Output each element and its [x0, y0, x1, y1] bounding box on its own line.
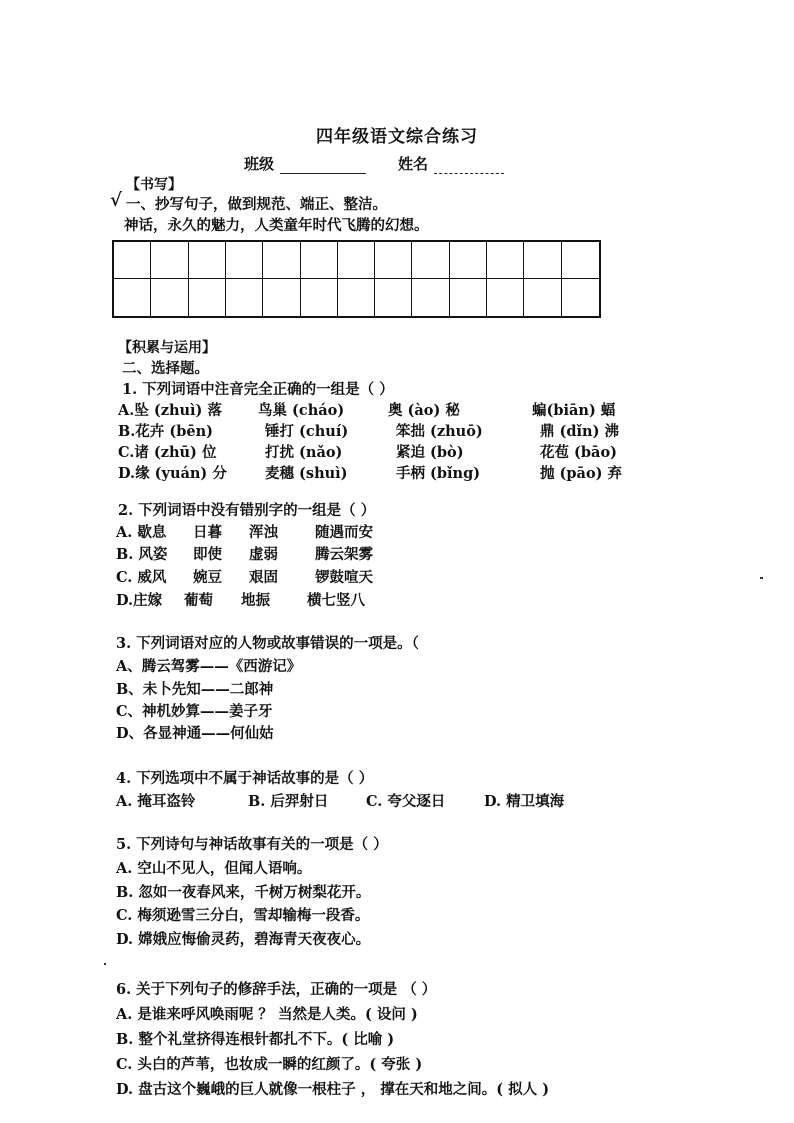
q6-option-c: C. 头白的芦苇，也妆成一瞬的红颜了。( 夸张 ): [116, 1056, 423, 1073]
writing-grid: [112, 240, 601, 318]
grid-cell[interactable]: [412, 279, 449, 316]
grid-cell[interactable]: [263, 279, 300, 316]
scan-speck: [760, 577, 763, 579]
q1-c-1: C.诸 (zhū) 位: [118, 444, 217, 461]
writing-instruction: 一、抄写句子，做到规范、端正、整洁。: [126, 196, 387, 213]
grid-cell[interactable]: [412, 242, 449, 279]
grid-cell[interactable]: [151, 279, 188, 316]
q3-option-b: B、未卜先知——二郎神: [116, 681, 274, 698]
page-title: 四年级语文综合练习: [316, 127, 478, 147]
grid-cell[interactable]: [226, 242, 263, 279]
grid-cell[interactable]: [450, 242, 487, 279]
q1-c-2: 打扰 (nǎo): [265, 444, 343, 461]
class-label: 班级: [244, 155, 275, 173]
q1-c-4: 花苞 (bāo): [540, 444, 617, 461]
grid-cell[interactable]: [487, 279, 524, 316]
q1-b-1: B.花卉 (bēn): [118, 423, 213, 440]
q3-option-d: D、各显神通——何仙姑: [116, 725, 274, 742]
name-blank: [434, 159, 504, 174]
q5-option-a: A. 空山不见人，但闻人语响。: [116, 860, 312, 877]
q2-d-3: 地振: [241, 592, 270, 609]
q4-option-a: A. 掩耳盗铃: [116, 793, 196, 810]
grid-cell[interactable]: [562, 279, 599, 316]
q2-c-4: 锣鼓喧天: [315, 569, 373, 586]
q2-b-2: 即使: [193, 546, 222, 563]
grid-cell[interactable]: [114, 242, 151, 279]
q2-a-3: 浑浊: [249, 524, 278, 541]
q1-d-1: D.缘 (yuán) 分: [118, 465, 227, 482]
question-5-stem: 5. 下列诗句与神话故事有关的一项是（ ）: [116, 836, 388, 853]
q6-option-b: B. 整个礼堂挤得连根针都扎不下。( 比喻 ): [116, 1031, 395, 1048]
grid-cell[interactable]: [338, 242, 375, 279]
q2-b-3: 虚弱: [249, 546, 278, 563]
q1-b-2: 锤打 (chuí): [265, 423, 349, 440]
q1-a-3: 奥 (ào) 秘: [388, 402, 460, 419]
q1-b-3: 笨拙 (zhuō): [396, 423, 483, 440]
q1-c-3: 紧迫 (bò): [396, 444, 464, 461]
part-two-heading: 二、选择题。: [122, 360, 209, 377]
copy-sentence: 神话，永久的魅力，人类童年时代飞腾的幻想。: [124, 217, 429, 234]
grid-cell[interactable]: [338, 279, 375, 316]
grid-cell[interactable]: [151, 242, 188, 279]
grid-cell[interactable]: [450, 279, 487, 316]
q2-d-4: 横七竖八: [307, 592, 365, 609]
q3-option-a: A、腾云驾雾——《西游记》: [116, 658, 302, 675]
q2-d-1: D.庄嫁: [116, 592, 163, 609]
q5-option-c: C. 梅须逊雪三分白，雪却输梅一段香。: [116, 907, 370, 924]
grid-cell[interactable]: [189, 279, 226, 316]
grid-cell[interactable]: [524, 242, 561, 279]
q1-d-3: 手柄 (bǐng): [396, 465, 481, 482]
grid-cell[interactable]: [487, 242, 524, 279]
q2-c-2: 婉豆: [193, 569, 222, 586]
q2-d-2: 葡萄: [184, 592, 213, 609]
q2-b-4: 腾云架雾: [315, 546, 373, 563]
student-info-line: [244, 153, 504, 174]
grid-cell[interactable]: [301, 279, 338, 316]
grid-cell[interactable]: [375, 279, 412, 316]
q5-option-b: B. 忽如一夜春风来，千树万树梨花开。: [116, 884, 371, 901]
grid-cell[interactable]: [189, 242, 226, 279]
grid-cell[interactable]: [375, 242, 412, 279]
q2-b-1: B. 风姿: [116, 546, 168, 563]
grid-cell[interactable]: [524, 279, 561, 316]
scan-speck: [104, 963, 106, 965]
grid-cell[interactable]: [226, 279, 263, 316]
q1-a-1: A.坠 (zhuì) 落: [118, 402, 222, 419]
grid-cell[interactable]: [114, 279, 151, 316]
checkmark-icon: √: [110, 190, 122, 211]
q2-a-2: 日暮: [193, 524, 222, 541]
question-4-stem: 4. 下列选项中不属于神话故事的是（ ）: [116, 770, 374, 787]
q1-d-2: 麦穗 (shuì): [265, 465, 348, 482]
q1-a-2: 鸟巢 (cháo): [258, 402, 345, 419]
grid-cell[interactable]: [562, 242, 599, 279]
q3-option-c: C、神机妙算——姜子牙: [116, 703, 273, 720]
q4-option-d: D. 精卫填海: [484, 793, 565, 810]
accumulation-section-header: 【积累与运用】: [118, 340, 216, 356]
q6-option-a: A. 是谁来呼风唤雨呢 ？ 当然是人类。( 设问 ): [116, 1006, 418, 1023]
question-6-stem: 6. 关于下列句子的修辞手法，正确的一项是 （ ）: [116, 981, 437, 998]
q2-c-1: C. 威风: [116, 569, 167, 586]
q5-option-d: D. 嫦娥应悔偷灵药，碧海青天夜夜心。: [116, 931, 371, 948]
question-1-stem: 1. 下列词语中注音完全正确的一组是（ ）: [122, 381, 394, 398]
q1-d-4: 抛 (pāo) 弃: [540, 465, 623, 482]
name-label: 姓名: [398, 155, 429, 173]
q1-a-4: 蝙(biān) 蝠: [532, 402, 616, 419]
grid-cell[interactable]: [263, 242, 300, 279]
q2-a-4: 随遇而安: [315, 524, 373, 541]
q2-a-1: A. 歇息: [116, 524, 167, 541]
q2-c-3: 艰固: [249, 569, 278, 586]
class-blank: [280, 159, 366, 174]
q1-b-4: 鼎 (dǐn) 沸: [540, 423, 620, 440]
q4-option-c: C. 夸父逐日: [366, 793, 446, 810]
question-2-stem: 2. 下列词语中没有错别字的一组是（ ）: [118, 502, 376, 519]
grid-cell[interactable]: [301, 242, 338, 279]
question-3-stem: 3. 下列词语对应的人物或故事错误的一项是。（: [116, 635, 419, 652]
writing-section-header: 【书写】: [126, 177, 182, 193]
q6-option-d: D. 盘古这个巍峨的巨人就像一根柱子 ， 撑在天和地之间。( 拟人 ): [116, 1081, 550, 1098]
q4-option-b: B. 后羿射日: [248, 793, 329, 810]
